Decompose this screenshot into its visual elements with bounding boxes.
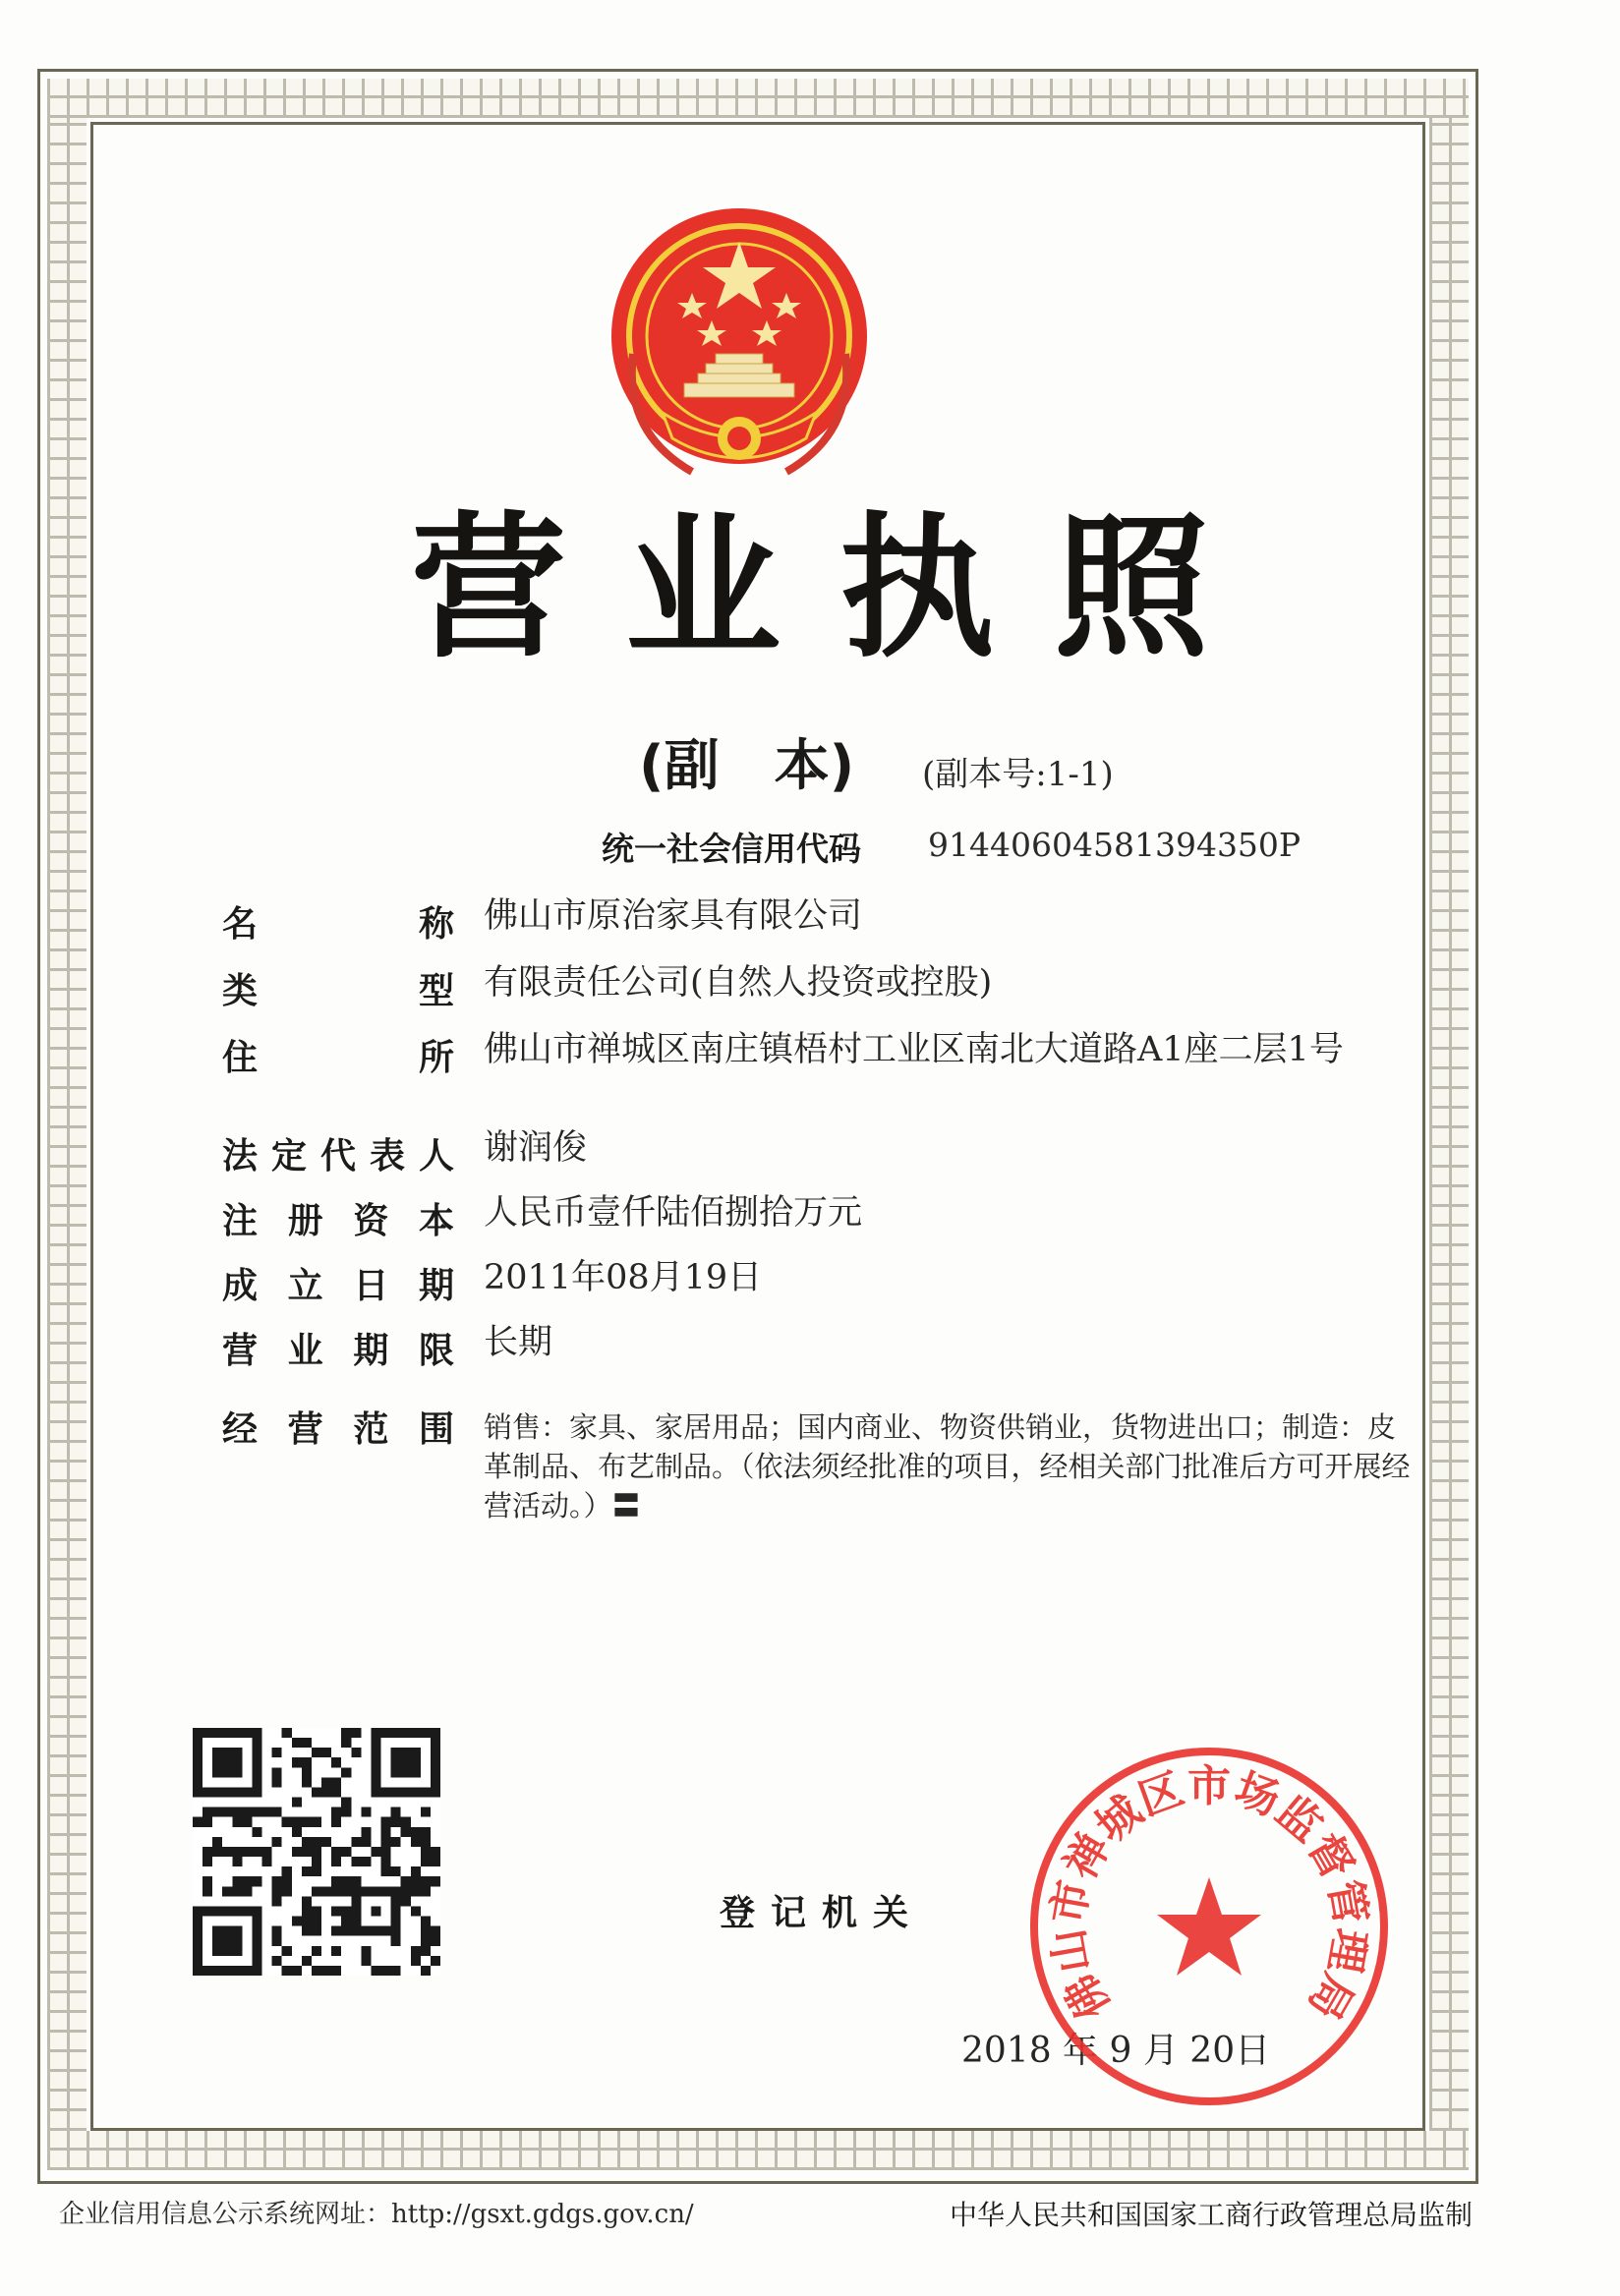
qr-code-icon [193, 1728, 440, 1976]
seal-char: 佛 [1055, 1965, 1121, 2029]
field-value: 销售：家具、家居用品；国内商业、物资供销业，货物进出口；制造：皮革制品、布艺制品。（依法须经批准的项目，经相关部门批准后方可开展经营活动。）〓 [484, 1410, 1411, 1522]
seal-char: 区 [1131, 1763, 1190, 1826]
fret-band-right [1429, 118, 1469, 2131]
field-value: 佛山市禅城区南庄镇梧村工业区南北大道路A1座二层1号 [484, 1030, 1344, 1069]
field-label: 营业期限 [222, 1331, 454, 1371]
field-value: 人民币壹仟陆佰捌拾万元 [484, 1193, 863, 1233]
seal-char: 监 [1266, 1786, 1332, 1853]
credit-code-label: 统一社会信用代码 [602, 830, 861, 868]
fret-band-left [47, 118, 87, 2131]
seal-char: 管 [1318, 1876, 1376, 1928]
field-value: 佛山市原治家具有限公司 [484, 896, 863, 936]
field-label: 注册资本 [222, 1201, 454, 1241]
national-emblem-icon [604, 206, 875, 491]
field-label: 名 称 [222, 904, 454, 945]
seal-char: 山 [1042, 1924, 1100, 1977]
seal-char: 督 [1298, 1824, 1363, 1888]
fret-band-bottom [47, 2131, 1469, 2170]
seal-char: 市 [1187, 1761, 1231, 1811]
credit-code: 91440604581394350P [928, 826, 1302, 864]
registration-authority-label: 登记机关 [720, 1893, 925, 1933]
field-label: 经营范围 [222, 1409, 454, 1450]
seal-char: 市 [1042, 1876, 1100, 1928]
issue-date: 2018 年 9 月 20日 [961, 2031, 1271, 2071]
seal-char: 禅 [1055, 1824, 1121, 1888]
copy-number: (副本号:1-1) [922, 755, 1114, 794]
field-value: 长期 [484, 1323, 553, 1362]
field-label: 成立日期 [222, 1266, 454, 1306]
copy-label: (副 本) [639, 734, 855, 798]
document-title: 营业执照 [411, 498, 1268, 679]
field-label: 法定代表人 [222, 1136, 454, 1177]
seal-char: 局 [1298, 1965, 1363, 2029]
footer-supervisor: 中华人民共和国国家工商行政管理总局监制 [949, 2199, 1473, 2231]
official-seal-icon [1022, 1740, 1396, 2113]
fret-band-top [47, 79, 1469, 118]
seal-char: 理 [1318, 1924, 1376, 1977]
field-label: 住 所 [222, 1038, 454, 1078]
seal-char: 场 [1228, 1763, 1287, 1826]
field-value: 谢润俊 [484, 1128, 588, 1168]
seal-char: 城 [1086, 1786, 1152, 1853]
field-label: 类 型 [222, 971, 454, 1011]
field-value: 2011年08月19日 [484, 1258, 763, 1297]
footer-website: 企业信用信息公示系统网址：http://gsxt.gdgs.gov.cn/ [59, 2200, 694, 2229]
field-value: 有限责任公司(自然人投资或控股) [484, 963, 993, 1003]
